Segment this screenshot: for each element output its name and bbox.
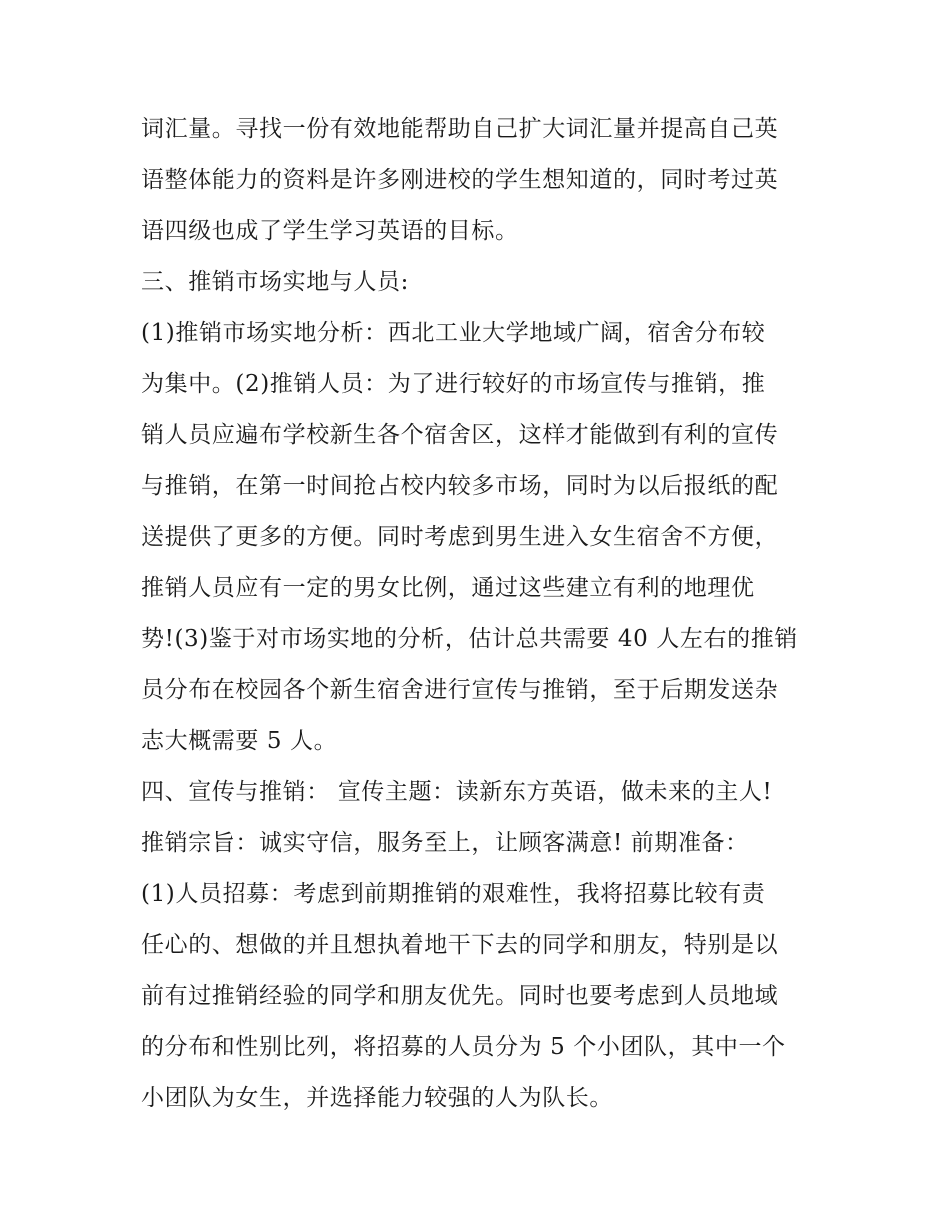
text-line: 的分布和性别比列，将招募的人员分为 5 个小团队，其中一个	[141, 1034, 786, 1060]
text-line: 任心的、想做的并且想执着地干下去的同学和朋友，特别是以	[141, 932, 779, 958]
body-text	[141, 104, 821, 1124]
text-line: 送提供了更多的方便。同时考虑到男生进入女生宿舍不方便，	[141, 524, 779, 550]
text-line: 推销人员应有一定的男女比例，通过这些建立有利的地理优	[141, 575, 755, 601]
text-line: 为集中。(2)推销人员：为了进行较好的市场宣传与推销，推	[141, 371, 766, 397]
text-line: 志大概需要 5 人。	[141, 728, 338, 754]
text-line: 与推销，在第一时间抢占校内较多市场，同时为以后报纸的配	[141, 473, 779, 499]
text-line: (1)人员招募：考虑到前期推销的艰难性，我将招募比较有责	[141, 881, 766, 907]
text-line: 势!(3)鉴于对市场实地的分析，估计总共需要 40 人左右的推销	[141, 626, 798, 652]
text-line: 销人员应遍布学校新生各个宿舍区，这样才能做到有利的宣传	[141, 422, 779, 448]
text-line: 语整体能力的资料是许多刚进校的学生想知道的，同时考过英	[141, 167, 779, 193]
text-line: 前有过推销经验的同学和朋友优先。同时也要考虑到人员地域	[141, 983, 779, 1009]
text-line: (1)推销市场实地分析：西北工业大学地域广阔，宿舍分布较	[141, 320, 766, 346]
text-line: 词汇量。寻找一份有效地能帮助自己扩大词汇量并提高自己英	[141, 116, 779, 142]
section-heading: 四、宣传与推销： 宣传主题：读新东方英语，做未来的主人!	[141, 779, 773, 805]
text-line: 员分布在校园各个新生宿舍进行宣传与推销，至于后期发送杂	[141, 677, 779, 703]
text-line: 推销宗旨：诚实守信，服务至上，让顾客满意! 前期准备：	[141, 830, 749, 856]
text-line: 语四级也成了学生学习英语的目标。	[141, 218, 519, 244]
text-line: 小团队为女生，并选择能力较强的人为队长。	[141, 1085, 613, 1111]
section-heading: 三、推销市场实地与人员:	[141, 269, 409, 295]
